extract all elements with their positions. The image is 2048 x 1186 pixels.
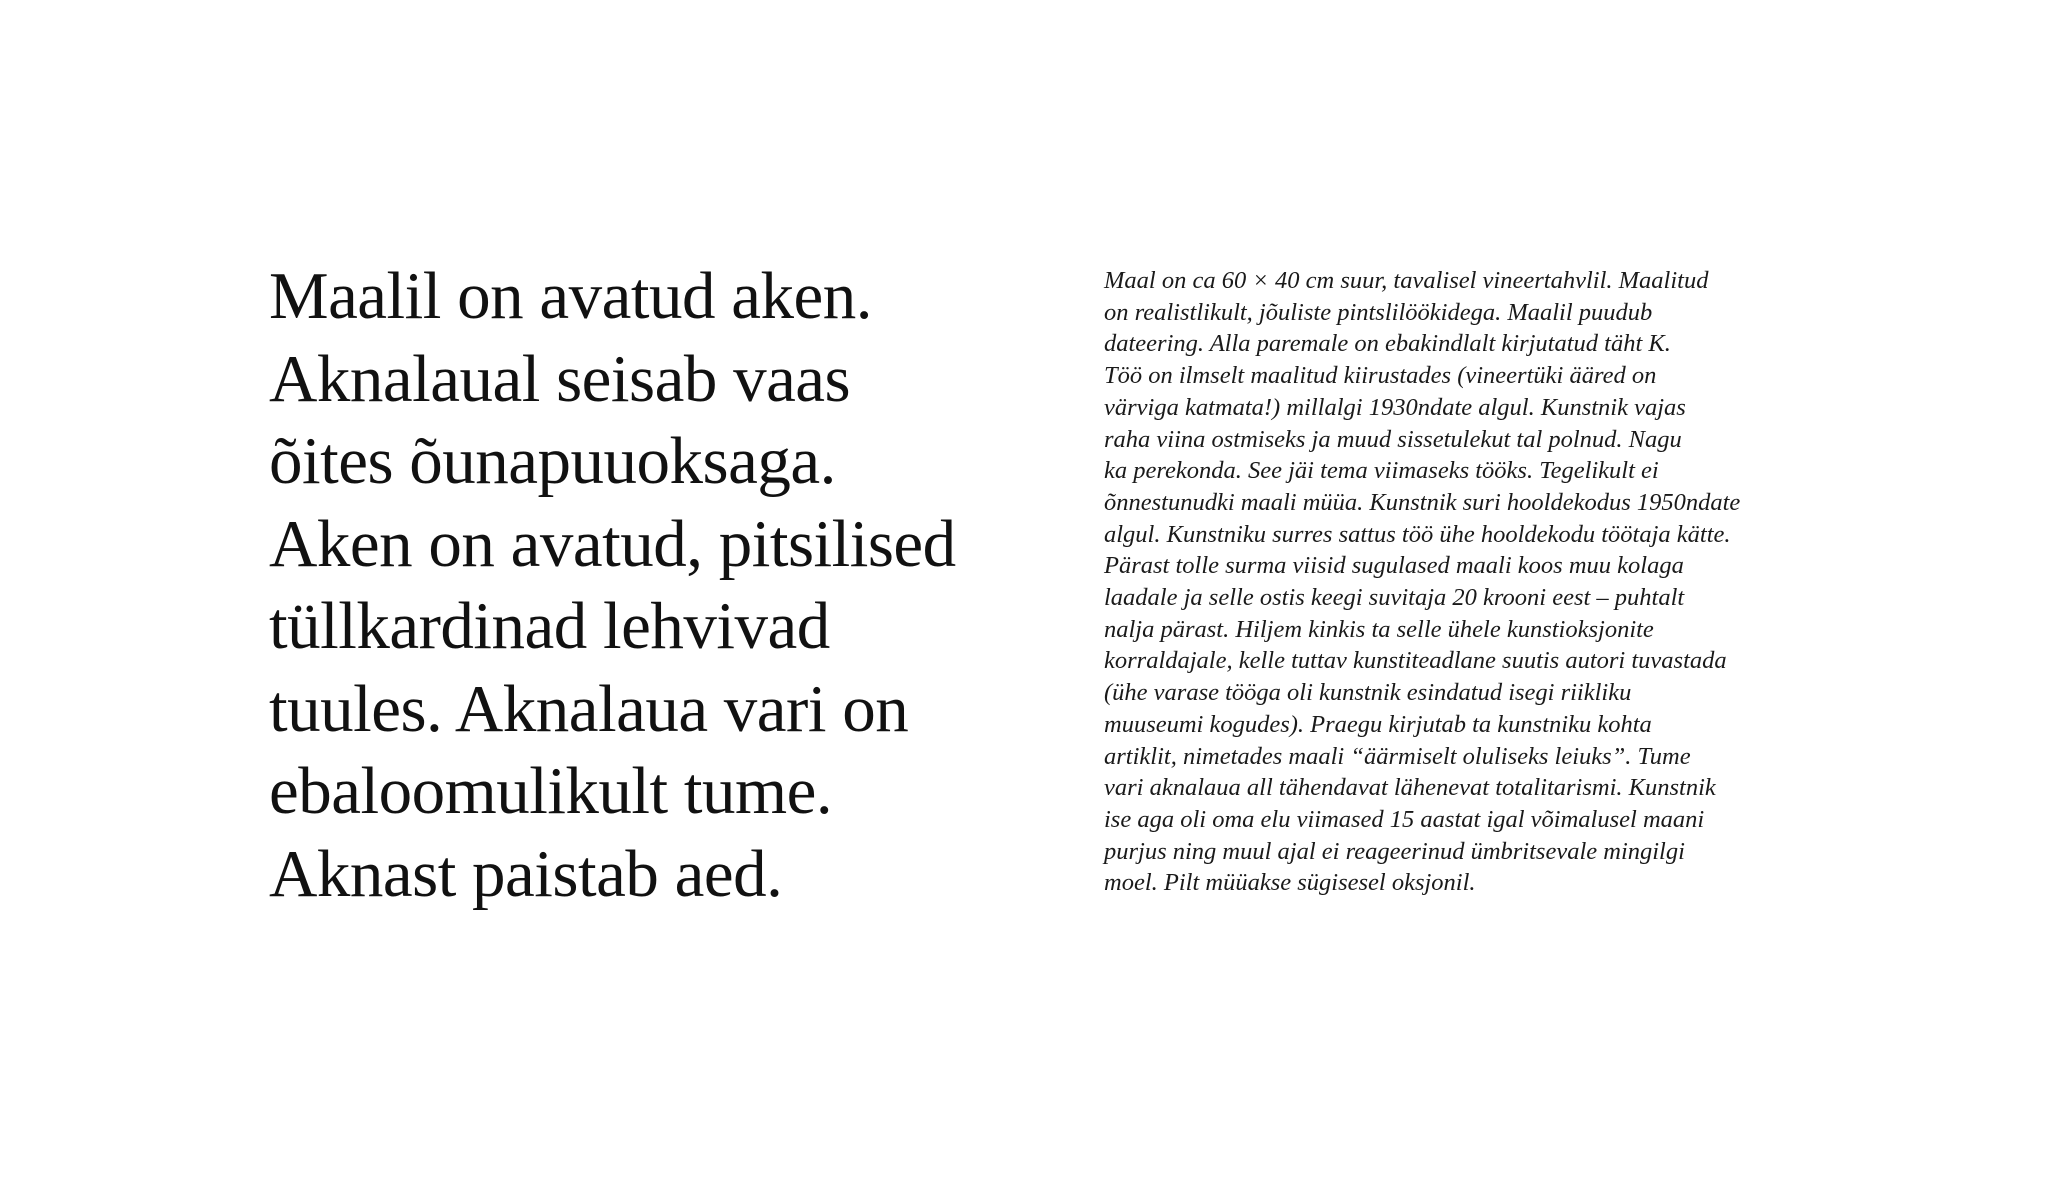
history-line: korraldajale, kelle tuttav kunstiteadlane suutis autori tuvastada: [1104, 647, 1727, 675]
history-line: dateering. Alla paremale on ebakindlalt kirjutatud täht K.: [1104, 330, 1671, 358]
history-line: laadale ja selle ostis keegi suvitaja 20 krooni eest – puhtalt: [1104, 584, 1685, 612]
history-line: värviga katmata!) millalgi 1930ndate algul. Kunstnik vajas: [1104, 393, 1686, 421]
description-line: tuules. Aknalaua vari on: [269, 671, 909, 746]
history-line: vari aknalaua all tähendavat lähenevat totalitarismi. Kunstnik: [1104, 774, 1716, 802]
description-line: ebaloomulikult tume.: [269, 754, 833, 828]
history-line: Maal on ca 60 × 40 cm suur, tavalisel vineertahvlil. Maalitud: [1104, 267, 1709, 294]
history-line: Töö on ilmselt maalitud kiirustades (vineertüki ääred on: [1104, 362, 1657, 390]
history-line: Pärast tolle surma viisid sugulased maali koos muu kolaga: [1104, 552, 1684, 580]
history-line: muuseumi kogudes). Praegu kirjutab ta kunstniku kohta: [1104, 710, 1652, 738]
history-line: moel. Pilt müüakse sügisesel oksjonil.: [1104, 869, 1476, 897]
painting-history: [1104, 265, 1804, 899]
history-line: nalja pärast. Hiljem kinkis ta selle ühele kunstioksjonite: [1104, 615, 1654, 643]
history-line: on realistlikult, jõuliste pintslilöökidega. Maalil puudub: [1104, 298, 1653, 326]
description-line: õites õunapuuoksaga.: [269, 424, 836, 498]
history-line: õnnestunudki maali müüa. Kunstnik suri hooldekodus 1950ndate: [1104, 488, 1741, 516]
history-line: raha viina ostmiseks ja muud sissetulekut tal polnud. Nagu: [1104, 425, 1682, 453]
history-line: purjus ning muul ajal ei reageerinud ümbritsevale mingilgi: [1104, 837, 1685, 865]
history-line: ka perekonda. See jäi tema viimaseks tööks. Tegelikult ei: [1104, 457, 1659, 485]
description-line: Maalil on avatud aken.: [269, 259, 872, 333]
description-line: Aken on avatud, pitsilised: [269, 506, 956, 581]
history-line: algul. Kunstniku surres sattus töö ühe hooldekodu töötaja kätte.: [1104, 520, 1731, 548]
history-line: ise aga oli oma elu viimased 15 aastat igal võimalusel maani: [1104, 805, 1705, 833]
description-line: tüllkardinad lehvivad: [269, 589, 830, 663]
history-line: (ühe varase tööga oli kunstnik esindatud isegi riikliku: [1104, 679, 1632, 707]
history-line: artiklit, nimetades maali “äärmiselt oluliseks leiuks”. Tume: [1104, 742, 1691, 770]
description-line: Aknalaual seisab vaas: [269, 341, 851, 416]
painting-description: [269, 255, 969, 915]
description-line: Aknast paistab aed.: [269, 836, 783, 911]
